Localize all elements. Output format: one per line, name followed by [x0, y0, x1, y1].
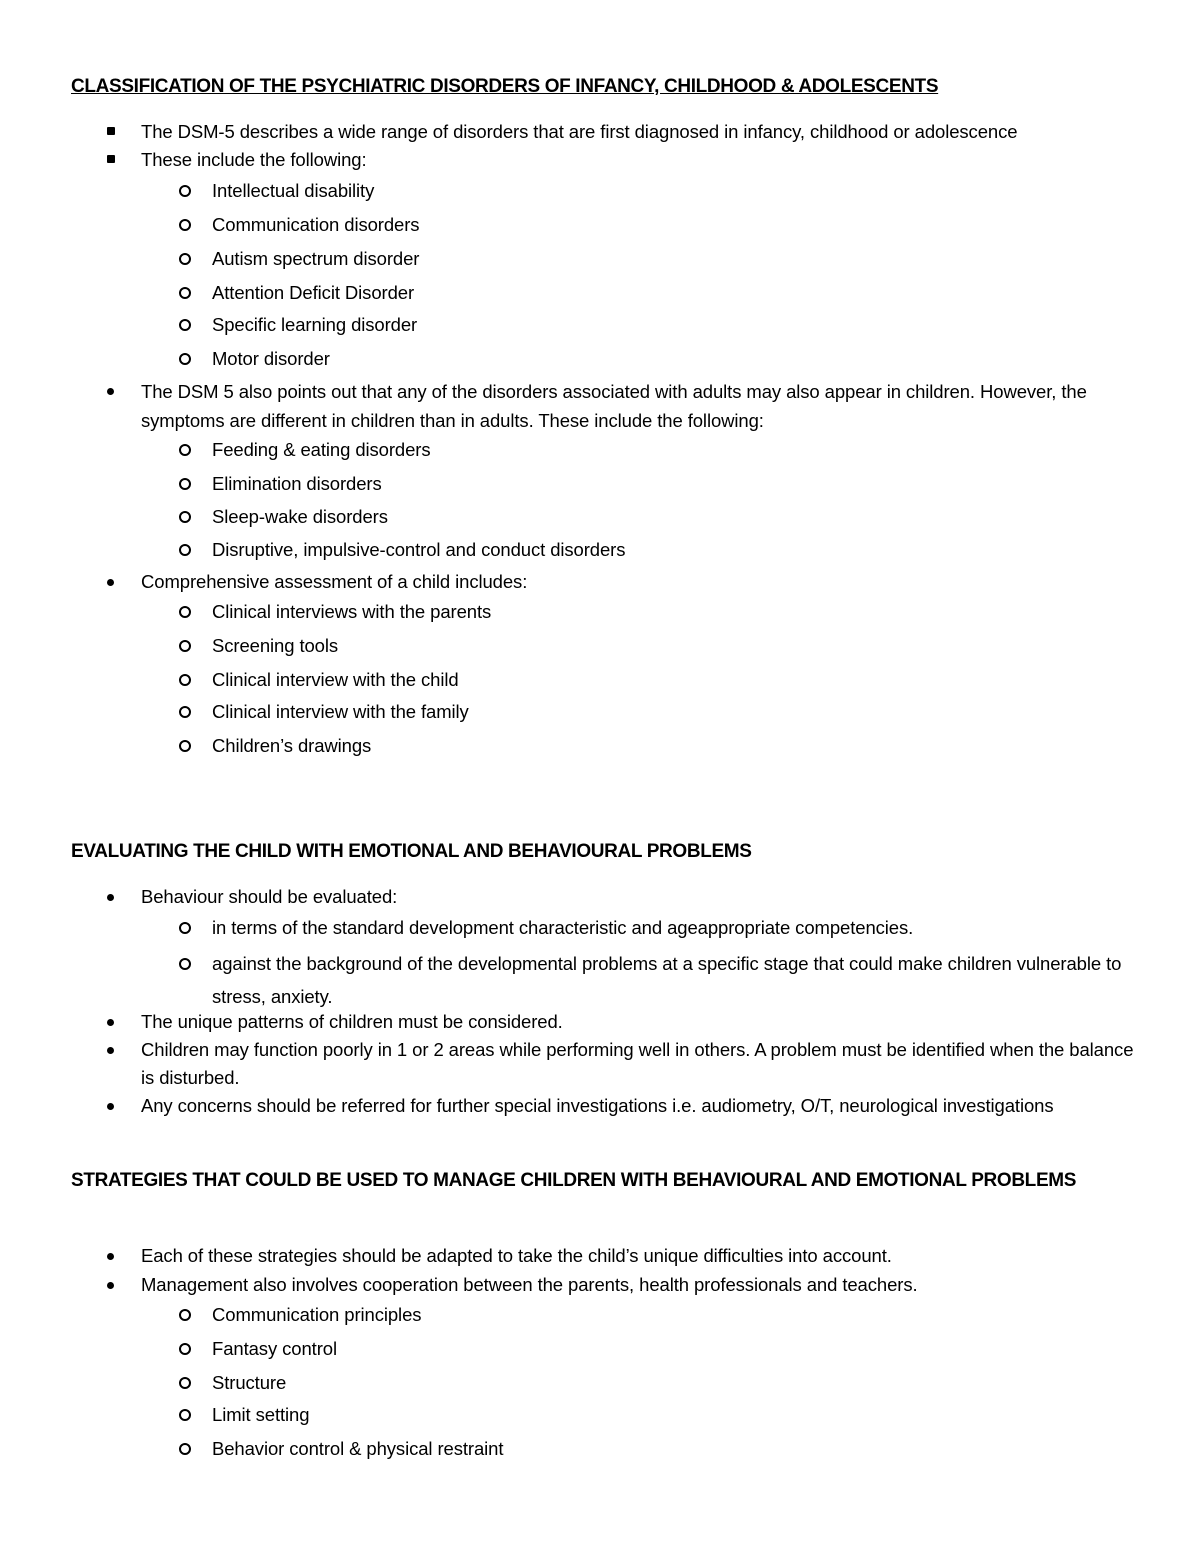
list-item-text: The DSM 5 also points out that any of the disorders associated with adults may also appear in children. However, the symptoms are different in children than in adults. These include the following:	[141, 381, 1087, 431]
list-item	[141, 118, 1141, 146]
sub-list-item	[212, 947, 1132, 1013]
circle-bullet-icon	[179, 922, 191, 934]
list-item-text: Children may function poorly in 1 or 2 areas while performing well in others. A problem must be identified when the balance is disturbed.	[141, 1039, 1134, 1088]
bullet-icon	[107, 1282, 114, 1289]
bullet-icon	[107, 1253, 114, 1260]
sub-list-item	[212, 211, 1132, 239]
sub-list-item	[212, 1401, 1132, 1429]
sub-list-item-text: Attention Deficit Disorder	[212, 282, 415, 303]
sub-list-item-text: Fantasy control	[212, 1338, 337, 1359]
sub-list-item	[212, 598, 1132, 626]
sub-list-item	[212, 632, 1132, 660]
list-item-text: Comprehensive assessment of a child includes:	[141, 571, 528, 592]
section-heading-strategies: STRATEGIES THAT COULD BE USED TO MANAGE CHILDREN WITH BEHAVIOURAL AND EMOTIONAL PROBLEMS	[71, 1170, 1077, 1191]
list-item	[141, 1036, 1141, 1092]
circle-bullet-icon	[179, 740, 191, 752]
sub-list-item-text: Specific learning disorder	[212, 314, 418, 335]
list-item-text: Management also involves cooperation between the parents, health professionals and teachers.	[141, 1274, 918, 1295]
sub-list-item	[212, 436, 1132, 464]
bullet-icon	[107, 894, 114, 901]
circle-bullet-icon	[179, 1343, 191, 1355]
circle-bullet-icon	[179, 253, 191, 265]
sub-list-item-text: Communication disorders	[212, 214, 420, 235]
circle-bullet-icon	[179, 511, 191, 523]
list-item	[141, 568, 1141, 596]
sub-list-item	[212, 311, 1132, 339]
sub-list-item-text: Disruptive, impulsive-control and conduct disorders	[212, 539, 626, 560]
bullet-icon	[107, 1019, 114, 1026]
bullet-icon	[107, 127, 115, 135]
circle-bullet-icon	[179, 219, 191, 231]
list-item-text: The DSM-5 describes a wide range of disorders that are first diagnosed in infancy, childhood or adolescence	[141, 121, 1018, 142]
sub-list-item-text: Elimination disorders	[212, 473, 382, 494]
circle-bullet-icon	[179, 1377, 191, 1389]
sub-list-item	[212, 666, 1132, 694]
bullet-icon	[107, 155, 115, 163]
sub-list-item	[212, 1335, 1132, 1363]
sub-list-item	[212, 1301, 1132, 1329]
sub-list-item-text: Communication principles	[212, 1304, 422, 1325]
bullet-icon	[107, 388, 114, 395]
circle-bullet-icon	[179, 1443, 191, 1455]
circle-bullet-icon	[179, 1309, 191, 1321]
list-item-text: These include the following:	[141, 149, 367, 170]
circle-bullet-icon	[179, 606, 191, 618]
list-item	[141, 1092, 1141, 1120]
sub-list-item-text: Behavior control & physical restraint	[212, 1438, 504, 1459]
list-item	[141, 883, 1141, 911]
sub-list-item	[212, 503, 1132, 531]
circle-bullet-icon	[179, 640, 191, 652]
sub-list-item-text: Feeding & eating disorders	[212, 439, 431, 460]
sub-list-item-text: Limit setting	[212, 1404, 310, 1425]
sub-list-item-text: Children’s drawings	[212, 735, 372, 756]
circle-bullet-icon	[179, 444, 191, 456]
circle-bullet-icon	[179, 287, 191, 299]
sub-list-item	[212, 698, 1132, 726]
sub-list-item-text: Clinical interviews with the parents	[212, 601, 492, 622]
sub-list-item-text: in terms of the standard development characteristic and ageappropriate competencies.	[212, 917, 914, 938]
sub-list-item-text: Motor disorder	[212, 348, 330, 369]
sub-list-item-text: Intellectual disability	[212, 180, 375, 201]
sub-list-item	[212, 470, 1132, 498]
section-heading-evaluating: EVALUATING THE CHILD WITH EMOTIONAL AND BEHAVIOURAL PROBLEMS	[71, 841, 752, 862]
sub-list-item	[212, 345, 1132, 373]
sub-list-item	[212, 177, 1132, 205]
sub-list-item	[212, 245, 1132, 273]
list-item-text: Any concerns should be referred for further special investigations i.e. audiometry, O/T, neurological investigations	[141, 1095, 1054, 1116]
bullet-icon	[107, 1103, 114, 1110]
list-item	[141, 1008, 1141, 1036]
sub-list-item	[212, 732, 1132, 760]
circle-bullet-icon	[179, 319, 191, 331]
circle-bullet-icon	[179, 958, 191, 970]
sub-list-item-text: Structure	[212, 1372, 287, 1393]
circle-bullet-icon	[179, 544, 191, 556]
section-heading-classification: CLASSIFICATION OF THE PSYCHIATRIC DISORDERS OF INFANCY, CHILDHOOD & ADOLESCENTS	[71, 76, 939, 97]
circle-bullet-icon	[179, 1409, 191, 1421]
list-item	[141, 1271, 1141, 1299]
sub-list-item	[212, 1435, 1132, 1463]
bullet-icon	[107, 579, 114, 586]
list-item-text: Behaviour should be evaluated:	[141, 886, 398, 907]
sub-list-item-text: against the background of the developmental problems at a specific stage that could make children vulnerable to stress, anxiety.	[212, 953, 1122, 1007]
sub-list-item	[212, 279, 1132, 307]
list-item	[141, 1242, 1141, 1270]
bullet-icon	[107, 1047, 114, 1054]
sub-list-item-text: Clinical interview with the family	[212, 701, 469, 722]
list-item	[141, 146, 1141, 174]
sub-list-item-text: Screening tools	[212, 635, 339, 656]
list-item-text: The unique patterns of children must be considered.	[141, 1011, 563, 1032]
circle-bullet-icon	[179, 478, 191, 490]
list-item-text: Each of these strategies should be adapted to take the child’s unique difficulties into account.	[141, 1245, 892, 1266]
sub-list-item-text: Autism spectrum disorder	[212, 248, 420, 269]
circle-bullet-icon	[179, 674, 191, 686]
sub-list-item	[212, 914, 1132, 942]
list-item	[141, 377, 1141, 435]
sub-list-item	[212, 1369, 1132, 1397]
circle-bullet-icon	[179, 706, 191, 718]
sub-list-item-text: Sleep-wake disorders	[212, 506, 388, 527]
circle-bullet-icon	[179, 353, 191, 365]
sub-list-item	[212, 536, 1132, 564]
circle-bullet-icon	[179, 185, 191, 197]
sub-list-item-text: Clinical interview with the child	[212, 669, 459, 690]
